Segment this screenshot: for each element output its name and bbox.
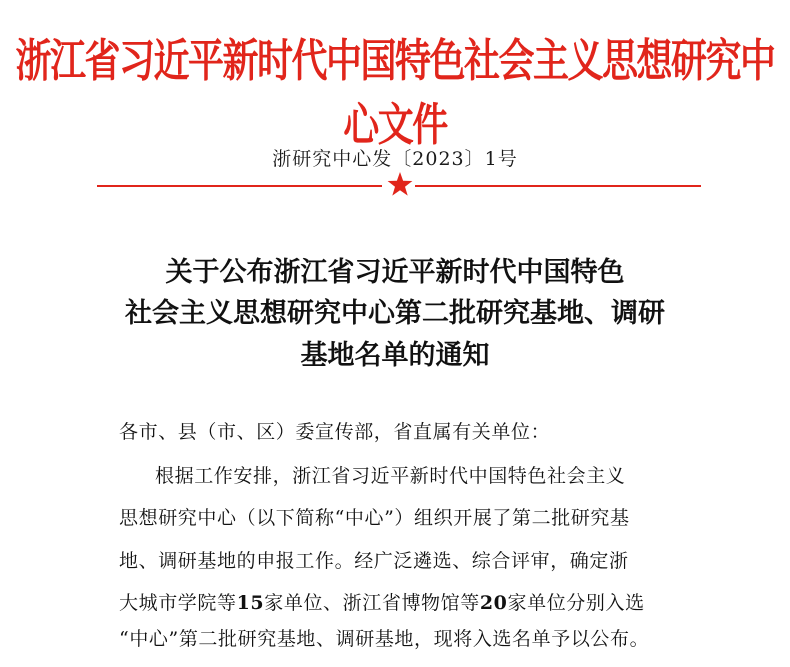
divider-line-left (97, 185, 382, 187)
document-number: 浙研究中心发〔2023〕1号 (272, 148, 518, 170)
notice-title-line-3: 基地名单的通知 (300, 340, 490, 371)
body-line-4 (119, 588, 645, 615)
notice-title-line-2: 社会主义思想研究中心第二批研究基地、调研 (125, 298, 665, 329)
body-line-5: “中心”第二批研究基地、调研基地，现将入选名单予以公布。 (119, 628, 650, 650)
divider-line-right (415, 185, 701, 187)
count-20: 20 (479, 592, 508, 614)
body-line-2: 思想研究中心（以下简称“中心”）组织开展了第二批研究基 (119, 507, 630, 529)
count-15: 15 (236, 592, 265, 614)
notice-title-line-1: 关于公布浙江省习近平新时代中国特色 (165, 257, 625, 288)
document-header: 浙江省习近平新时代中国特色社会主义思想研究中心文件 (15, 36, 775, 151)
body-line-4-part-c: 家单位分别入选 (507, 592, 645, 614)
body-line-4-part-b: 家单位、浙江省博物馆等 (264, 592, 480, 614)
body-line-1: 根据工作安排，浙江省习近平新时代中国特色社会主义 (155, 465, 626, 487)
salutation: 各市、县（市、区）委宣传部，省直属有关单位： (119, 421, 551, 443)
body-line-3: 地、调研基地的申报工作。经广泛遴选、综合评审，确定浙 (119, 550, 629, 572)
body-line-4-part-a: 大城市学院等 (119, 592, 237, 614)
star-icon (387, 171, 413, 197)
